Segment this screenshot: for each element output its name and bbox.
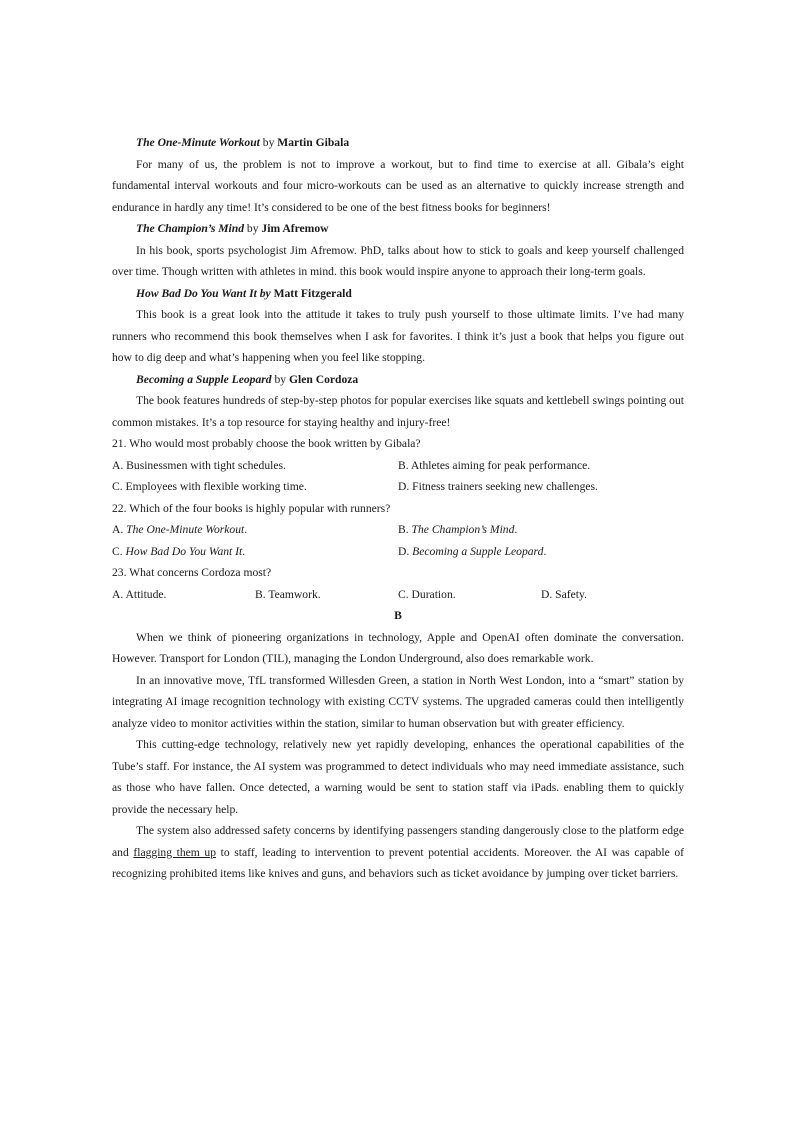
book-author: Glen Cordoza xyxy=(288,372,359,386)
passage-paragraph: In an innovative move, TfL transformed Willesden Green, a station in North West London, into a “smart” station by integrating AI image recognition technology with existing CCTV systems. The upgraded cameras could then intelligently analyze video to monitor activities within the station, similar to human observation but with greater efficiency. xyxy=(112,673,684,730)
book-title: Becoming a Supple Leopard xyxy=(136,372,272,386)
option-text: Attitude. xyxy=(125,587,167,601)
option-b xyxy=(398,519,684,541)
book-heading xyxy=(112,218,684,240)
book-heading xyxy=(112,132,684,154)
option-text: Employees with flexible working time. xyxy=(125,480,307,493)
option-d xyxy=(541,584,684,606)
option-letter: C. xyxy=(398,587,412,601)
option-letter: A. xyxy=(112,458,127,472)
option-letter: D. xyxy=(541,587,556,601)
question-stem: 22. Which of the four books is highly popular with runners? xyxy=(112,501,391,515)
option-tail: . xyxy=(244,523,248,536)
option-text: Duration. xyxy=(411,587,456,601)
option-letter: B. xyxy=(255,587,269,601)
document-page xyxy=(112,132,684,885)
option-letter: A. xyxy=(112,587,126,601)
option-d xyxy=(398,541,684,563)
option-row xyxy=(112,584,684,606)
option-a xyxy=(112,455,398,477)
option-c xyxy=(112,476,398,498)
passage-paragraph: This cutting-edge technology, relatively new yet rapidly developing, enhances the operational capabilities of the Tube’s staff. For instance, the AI system was programmed to detect individuals who may need immediate assistance, such as those who have fallen. Once detected, a warning would be sent to station staff via iPads. enabling them to quickly provide the necessary help. xyxy=(112,738,684,816)
option-text: Athletes aiming for peak performance. xyxy=(410,458,591,472)
option-text: Safety. xyxy=(555,587,587,601)
option-a xyxy=(112,519,398,541)
underlined-phrase: flagging them up xyxy=(133,845,217,859)
book-by: by xyxy=(271,372,289,386)
book-author: Jim Afremow xyxy=(261,222,329,235)
option-row xyxy=(112,476,684,498)
book-description: For many of us, the problem is not to improve a workout, but to find time to exercise at all. Gibala’s eight fundamental interval workouts and four micro-workouts can be used as an alternative to quickly increase strength and endurance in hardly any time! It’s considered to be one of the best fitness books for beginners! xyxy=(112,157,684,214)
option-row xyxy=(112,519,684,541)
book-author: Martin Gibala xyxy=(277,136,350,149)
option-row xyxy=(112,541,684,563)
passage-text: to staff, leading to intervention to prevent potential accidents. Moreover. the AI was capable of recognizing prohibited items like knives and guns, and behaviors such as ticket avoidance by jumping over ticket barriers. xyxy=(112,845,684,880)
option-letter: D. xyxy=(398,480,413,493)
option-letter: B. xyxy=(398,523,412,536)
option-text: Teamwork. xyxy=(268,587,321,601)
book-title: The One-Minute Workout xyxy=(136,136,260,149)
option-text: Businessmen with tight schedules. xyxy=(126,458,286,472)
book-by: by xyxy=(244,222,262,235)
option-text: The Champion’s Mind xyxy=(411,523,515,536)
book-heading xyxy=(112,283,684,305)
option-row xyxy=(112,455,684,477)
section-heading: B xyxy=(394,609,402,622)
option-letter: C. xyxy=(112,544,126,558)
option-text: Becoming a Supple Leopard xyxy=(412,544,544,558)
book-description: This book is a great look into the attitude it takes to truly push yourself to those ultimate limits. I’ve had many runners who recommend this book themselves when I ask for favorites. I think it’s just a book that helps you figure out how to dig deep and what’s happening when you feel like stopping. xyxy=(112,308,684,364)
option-b xyxy=(255,584,398,606)
passage-paragraph: When we think of pioneering organizations in technology, Apple and OpenAI often dominate the conversation. However. Transport for London (TIL), managing the London Underground, also does remarkable work. xyxy=(112,630,684,665)
option-c xyxy=(112,541,398,563)
option-tail: . xyxy=(514,523,518,536)
option-b xyxy=(398,455,684,477)
option-text: The One-Minute Workout xyxy=(126,523,245,536)
passage-paragraph xyxy=(112,820,684,885)
book-heading xyxy=(112,369,684,391)
option-letter: D. xyxy=(398,544,413,558)
book-description: In his book, sports psychologist Jim Afremow. PhD, talks about how to stick to goals and keep yourself challenged over time. Though written with athletes in mind. this book would inspire anyone to approach their long-term goals. xyxy=(112,243,684,278)
book-title: The Champion’s Mind xyxy=(136,222,245,235)
passage-text: The system also addressed safety concerns by identifying passengers standing dangerously close to the platform edge and xyxy=(112,824,684,859)
option-c xyxy=(398,584,541,606)
question-stem: 21. Who would most probably choose the book written by Gibala? xyxy=(112,437,421,450)
option-letter: B. xyxy=(398,458,411,472)
book-author: Matt Fitzgerald xyxy=(273,286,352,300)
option-a xyxy=(112,584,255,606)
question-stem: 23. What concerns Cordoza most? xyxy=(112,566,272,579)
book-by: by xyxy=(259,136,278,149)
option-text: Fitness trainers seeking new challenges. xyxy=(412,480,598,493)
option-text: How Bad Do You Want It xyxy=(125,544,243,558)
option-letter: A. xyxy=(112,523,127,536)
option-d xyxy=(398,476,684,498)
option-tail: . xyxy=(242,544,246,558)
book-description: The book features hundreds of step-by-step photos for popular exercises like squats and kettlebell swings pointing out common mistakes. It’s a top resource for staying healthy and injury-free! xyxy=(112,394,684,429)
option-letter: C. xyxy=(112,480,126,493)
option-tail: . xyxy=(543,544,547,558)
book-title: How Bad Do You Want It by xyxy=(136,286,271,300)
